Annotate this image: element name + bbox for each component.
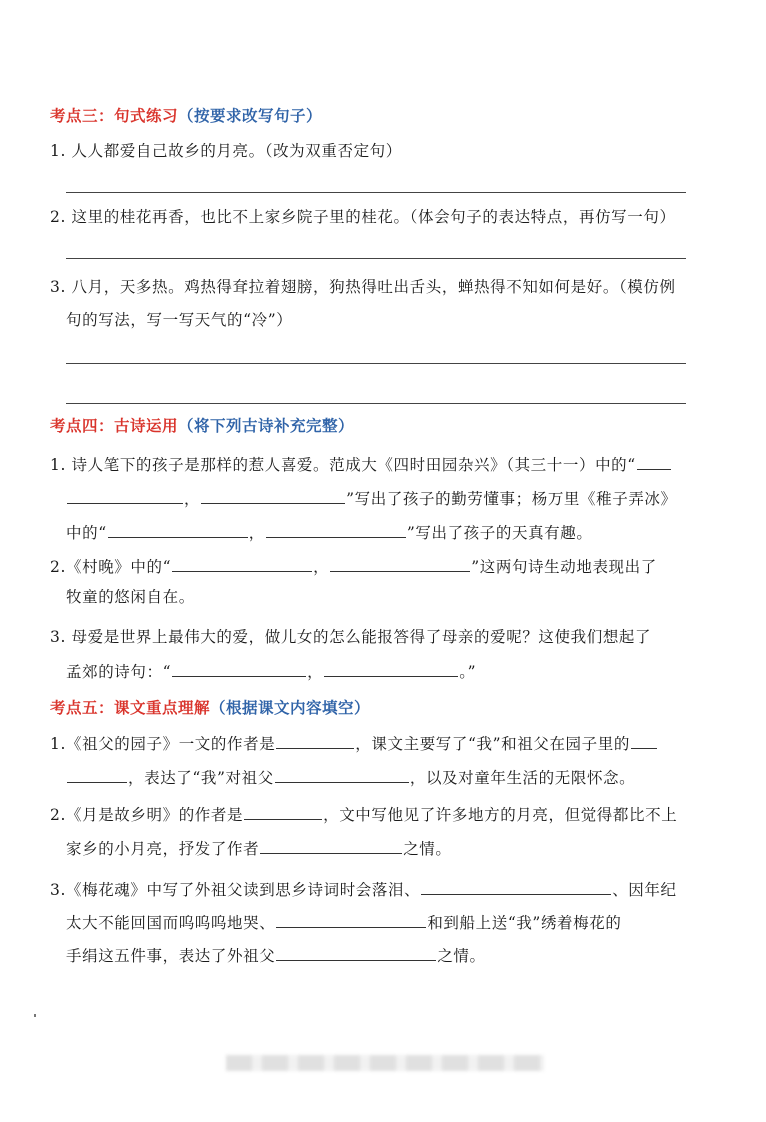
fill-blank[interactable] bbox=[67, 766, 127, 783]
fill-blank[interactable] bbox=[421, 878, 611, 895]
question-text: ，文中写他见了许多地方的月亮，但觉得都比不上 bbox=[323, 806, 678, 824]
question-text: ”写出了孩子的勤劳懂事；杨万里《稚子弄冰》 bbox=[346, 490, 677, 508]
question-text: 1. 人人都爱自己故乡的月亮。（改为双重否定句） bbox=[50, 142, 402, 160]
question-line bbox=[66, 487, 677, 509]
question-text: 牧童的悠闲自在。 bbox=[66, 588, 195, 606]
fill-blank[interactable] bbox=[276, 911, 426, 928]
question-text: 。” bbox=[459, 663, 477, 681]
question-line bbox=[66, 521, 592, 543]
answer-line[interactable] bbox=[66, 258, 686, 259]
question-text: ， bbox=[313, 558, 330, 576]
question-text: 3. 八月，天多热。鸡热得耷拉着翅膀，狗热得吐出舌头，蝉热得不知如何是好。（模仿例 bbox=[50, 278, 676, 296]
question-text: 句的写法，写一写天气的“冷”） bbox=[66, 311, 293, 329]
question-line bbox=[66, 837, 452, 859]
question-text: 2.《月是故乡明》的作者是 bbox=[50, 806, 244, 824]
section-heading-tag: 考点五：课文重点理解 bbox=[50, 699, 211, 717]
question-line bbox=[66, 660, 476, 682]
fill-blank[interactable] bbox=[266, 521, 406, 538]
question-line bbox=[50, 453, 672, 475]
question-line bbox=[50, 732, 658, 754]
question-text: 太大不能回国而呜呜呜地哭、 bbox=[66, 914, 276, 932]
fill-blank[interactable] bbox=[244, 803, 322, 820]
fill-blank[interactable] bbox=[330, 555, 470, 572]
question-text: 、因年纪 bbox=[612, 881, 677, 899]
question-text: ”写出了孩子的天真有趣。 bbox=[406, 524, 593, 542]
section-heading-3 bbox=[50, 104, 322, 126]
fill-blank[interactable] bbox=[276, 732, 354, 749]
section-heading-4 bbox=[50, 414, 354, 436]
question-text: ， bbox=[248, 524, 265, 542]
fill-blank[interactable] bbox=[260, 837, 402, 854]
fill-blank[interactable] bbox=[275, 766, 409, 783]
section-heading-sub: （根据课文内容填空） bbox=[210, 699, 371, 717]
section-heading-tag: 考点三：句式练习 bbox=[50, 107, 179, 125]
fill-blank[interactable] bbox=[201, 487, 345, 504]
fill-blank[interactable] bbox=[172, 555, 312, 572]
question-text: 之情。 bbox=[437, 947, 486, 965]
section-heading-5 bbox=[50, 696, 370, 718]
question-text: 3. 母爱是世界上最伟大的爱，做儿女的怎么能报答得了母亲的爱呢？这使我们想起了 bbox=[50, 628, 652, 646]
fill-blank[interactable] bbox=[67, 487, 183, 504]
question-text: 孟郊的诗句：“ bbox=[66, 663, 172, 681]
answer-line[interactable] bbox=[66, 403, 686, 404]
fill-blank[interactable] bbox=[108, 521, 248, 538]
section-heading-tag: 考点四：古诗运用 bbox=[50, 417, 179, 435]
fill-blank[interactable] bbox=[172, 660, 306, 677]
fill-blank[interactable] bbox=[637, 453, 671, 470]
question-text: ，以及对童年生活的无限怀念。 bbox=[409, 769, 636, 787]
fill-blank[interactable] bbox=[324, 660, 458, 677]
question-text: 中的“ bbox=[66, 524, 107, 542]
question-text: 3.《梅花魂》中写了外祖父读到思乡诗词时会落泪、 bbox=[50, 881, 421, 899]
question-text: ，表达了“我”对祖父 bbox=[128, 769, 274, 787]
question-line bbox=[66, 911, 621, 933]
answer-line[interactable] bbox=[66, 363, 686, 364]
question-text: ， bbox=[184, 490, 201, 508]
question-line bbox=[50, 555, 657, 577]
section-heading-sub: （按要求改写句子） bbox=[178, 107, 323, 125]
question-text: 手绢这五件事，表达了外祖父 bbox=[66, 947, 276, 965]
section-heading-sub: （将下列古诗补充完整） bbox=[178, 417, 355, 435]
question-line bbox=[66, 766, 635, 788]
question-text: 和到船上送“我”绣着梅花的 bbox=[427, 914, 622, 932]
question-text: 之情。 bbox=[403, 840, 452, 858]
question-text: ”这两句诗生动地表现出了 bbox=[471, 558, 657, 576]
question-line bbox=[50, 878, 677, 900]
answer-line[interactable] bbox=[66, 192, 686, 193]
scan-speck bbox=[34, 1014, 36, 1017]
fill-blank[interactable] bbox=[631, 732, 657, 749]
question-text: 2.《村晚》中的“ bbox=[50, 558, 172, 576]
question-text: 1.《祖父的园子》一文的作者是 bbox=[50, 735, 276, 753]
fill-blank[interactable] bbox=[276, 944, 436, 961]
blurred-footer-watermark bbox=[226, 1055, 544, 1071]
question-text: 2. 这里的桂花再香，也比不上家乡院子里的桂花。（体会句子的表达特点，再仿写一句） bbox=[50, 208, 676, 226]
question-line bbox=[50, 803, 677, 825]
question-text: ，课文主要写了“我”和祖父在园子里的 bbox=[355, 735, 630, 753]
question-text: 1. 诗人笔下的孩子是那样的惹人喜爱。范成大《四时田园杂兴》（其三十一）中的“ bbox=[50, 456, 636, 474]
question-line bbox=[66, 944, 486, 966]
question-text: 家乡的小月亮，抒发了作者 bbox=[66, 840, 260, 858]
question-text: ， bbox=[307, 663, 324, 681]
